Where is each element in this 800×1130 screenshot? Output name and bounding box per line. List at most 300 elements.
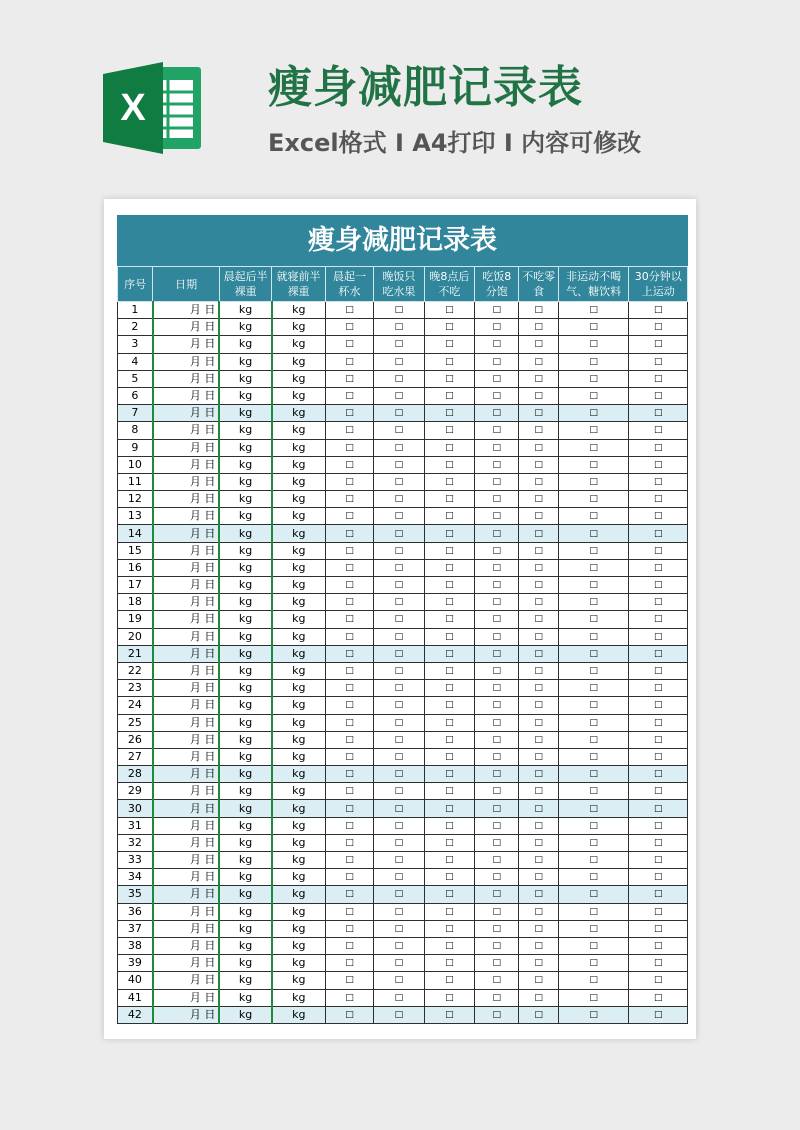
night-weight-cell[interactable]: kg (272, 800, 325, 817)
fruit-dinner-checkbox[interactable]: □ (374, 405, 424, 422)
exercise-checkbox[interactable]: □ (629, 491, 688, 508)
night-weight-cell[interactable]: kg (272, 748, 325, 765)
date-cell[interactable]: 月 日 (153, 955, 220, 972)
date-cell[interactable]: 月 日 (153, 387, 220, 404)
morning-water-checkbox[interactable]: □ (325, 387, 373, 404)
no-eat-after-8-checkbox[interactable]: □ (424, 336, 474, 353)
no-soda-checkbox[interactable]: □ (558, 800, 629, 817)
no-snacks-checkbox[interactable]: □ (519, 336, 558, 353)
morning-water-checkbox[interactable]: □ (325, 920, 373, 937)
eat-80-percent-checkbox[interactable]: □ (475, 989, 519, 1006)
fruit-dinner-checkbox[interactable]: □ (374, 817, 424, 834)
exercise-checkbox[interactable]: □ (629, 852, 688, 869)
morning-weight-cell[interactable]: kg (219, 319, 271, 336)
morning-weight-cell[interactable]: kg (219, 577, 271, 594)
morning-water-checkbox[interactable]: □ (325, 697, 373, 714)
exercise-checkbox[interactable]: □ (629, 577, 688, 594)
morning-weight-cell[interactable]: kg (219, 1006, 271, 1023)
morning-weight-cell[interactable]: kg (219, 370, 271, 387)
night-weight-cell[interactable]: kg (272, 559, 325, 576)
date-cell[interactable]: 月 日 (153, 903, 220, 920)
no-soda-checkbox[interactable]: □ (558, 748, 629, 765)
night-weight-cell[interactable]: kg (272, 628, 325, 645)
exercise-checkbox[interactable]: □ (629, 594, 688, 611)
no-snacks-checkbox[interactable]: □ (519, 559, 558, 576)
eat-80-percent-checkbox[interactable]: □ (475, 834, 519, 851)
no-soda-checkbox[interactable]: □ (558, 370, 629, 387)
no-soda-checkbox[interactable]: □ (558, 817, 629, 834)
fruit-dinner-checkbox[interactable]: □ (374, 525, 424, 542)
exercise-checkbox[interactable]: □ (629, 473, 688, 490)
night-weight-cell[interactable]: kg (272, 319, 325, 336)
eat-80-percent-checkbox[interactable]: □ (475, 783, 519, 800)
morning-water-checkbox[interactable]: □ (325, 611, 373, 628)
fruit-dinner-checkbox[interactable]: □ (374, 731, 424, 748)
no-soda-checkbox[interactable]: □ (558, 559, 629, 576)
no-soda-checkbox[interactable]: □ (558, 886, 629, 903)
no-soda-checkbox[interactable]: □ (558, 422, 629, 439)
morning-weight-cell[interactable]: kg (219, 680, 271, 697)
morning-weight-cell[interactable]: kg (219, 869, 271, 886)
morning-weight-cell[interactable]: kg (219, 852, 271, 869)
morning-water-checkbox[interactable]: □ (325, 680, 373, 697)
no-soda-checkbox[interactable]: □ (558, 989, 629, 1006)
eat-80-percent-checkbox[interactable]: □ (475, 422, 519, 439)
date-cell[interactable]: 月 日 (153, 491, 220, 508)
no-soda-checkbox[interactable]: □ (558, 353, 629, 370)
fruit-dinner-checkbox[interactable]: □ (374, 611, 424, 628)
no-soda-checkbox[interactable]: □ (558, 577, 629, 594)
date-cell[interactable]: 月 日 (153, 748, 220, 765)
date-cell[interactable]: 月 日 (153, 783, 220, 800)
no-snacks-checkbox[interactable]: □ (519, 714, 558, 731)
exercise-checkbox[interactable]: □ (629, 886, 688, 903)
morning-water-checkbox[interactable]: □ (325, 1006, 373, 1023)
night-weight-cell[interactable]: kg (272, 766, 325, 783)
eat-80-percent-checkbox[interactable]: □ (475, 852, 519, 869)
eat-80-percent-checkbox[interactable]: □ (475, 766, 519, 783)
night-weight-cell[interactable]: kg (272, 680, 325, 697)
date-cell[interactable]: 月 日 (153, 714, 220, 731)
morning-weight-cell[interactable]: kg (219, 439, 271, 456)
no-soda-checkbox[interactable]: □ (558, 611, 629, 628)
morning-weight-cell[interactable]: kg (219, 903, 271, 920)
fruit-dinner-checkbox[interactable]: □ (374, 319, 424, 336)
morning-water-checkbox[interactable]: □ (325, 748, 373, 765)
no-eat-after-8-checkbox[interactable]: □ (424, 611, 474, 628)
morning-weight-cell[interactable]: kg (219, 387, 271, 404)
eat-80-percent-checkbox[interactable]: □ (475, 645, 519, 662)
date-cell[interactable]: 月 日 (153, 886, 220, 903)
no-eat-after-8-checkbox[interactable]: □ (424, 748, 474, 765)
no-snacks-checkbox[interactable]: □ (519, 834, 558, 851)
fruit-dinner-checkbox[interactable]: □ (374, 559, 424, 576)
eat-80-percent-checkbox[interactable]: □ (475, 748, 519, 765)
no-eat-after-8-checkbox[interactable]: □ (424, 525, 474, 542)
no-snacks-checkbox[interactable]: □ (519, 645, 558, 662)
eat-80-percent-checkbox[interactable]: □ (475, 302, 519, 319)
no-snacks-checkbox[interactable]: □ (519, 955, 558, 972)
exercise-checkbox[interactable]: □ (629, 611, 688, 628)
date-cell[interactable]: 月 日 (153, 766, 220, 783)
morning-water-checkbox[interactable]: □ (325, 439, 373, 456)
morning-weight-cell[interactable]: kg (219, 886, 271, 903)
fruit-dinner-checkbox[interactable]: □ (374, 387, 424, 404)
night-weight-cell[interactable]: kg (272, 387, 325, 404)
no-eat-after-8-checkbox[interactable]: □ (424, 989, 474, 1006)
night-weight-cell[interactable]: kg (272, 697, 325, 714)
date-cell[interactable]: 月 日 (153, 989, 220, 1006)
night-weight-cell[interactable]: kg (272, 456, 325, 473)
eat-80-percent-checkbox[interactable]: □ (475, 714, 519, 731)
night-weight-cell[interactable]: kg (272, 594, 325, 611)
fruit-dinner-checkbox[interactable]: □ (374, 886, 424, 903)
no-snacks-checkbox[interactable]: □ (519, 920, 558, 937)
no-snacks-checkbox[interactable]: □ (519, 731, 558, 748)
no-soda-checkbox[interactable]: □ (558, 336, 629, 353)
morning-weight-cell[interactable]: kg (219, 456, 271, 473)
fruit-dinner-checkbox[interactable]: □ (374, 302, 424, 319)
fruit-dinner-checkbox[interactable]: □ (374, 577, 424, 594)
night-weight-cell[interactable]: kg (272, 937, 325, 954)
night-weight-cell[interactable]: kg (272, 422, 325, 439)
no-soda-checkbox[interactable]: □ (558, 920, 629, 937)
date-cell[interactable]: 月 日 (153, 302, 220, 319)
night-weight-cell[interactable]: kg (272, 577, 325, 594)
no-eat-after-8-checkbox[interactable]: □ (424, 353, 474, 370)
fruit-dinner-checkbox[interactable]: □ (374, 628, 424, 645)
no-eat-after-8-checkbox[interactable]: □ (424, 319, 474, 336)
night-weight-cell[interactable]: kg (272, 886, 325, 903)
no-snacks-checkbox[interactable]: □ (519, 869, 558, 886)
date-cell[interactable]: 月 日 (153, 937, 220, 954)
exercise-checkbox[interactable]: □ (629, 628, 688, 645)
eat-80-percent-checkbox[interactable]: □ (475, 577, 519, 594)
no-eat-after-8-checkbox[interactable]: □ (424, 456, 474, 473)
exercise-checkbox[interactable]: □ (629, 920, 688, 937)
fruit-dinner-checkbox[interactable]: □ (374, 989, 424, 1006)
no-eat-after-8-checkbox[interactable]: □ (424, 387, 474, 404)
morning-water-checkbox[interactable]: □ (325, 869, 373, 886)
night-weight-cell[interactable]: kg (272, 834, 325, 851)
fruit-dinner-checkbox[interactable]: □ (374, 456, 424, 473)
date-cell[interactable]: 月 日 (153, 439, 220, 456)
eat-80-percent-checkbox[interactable]: □ (475, 662, 519, 679)
date-cell[interactable]: 月 日 (153, 405, 220, 422)
date-cell[interactable]: 月 日 (153, 1006, 220, 1023)
morning-water-checkbox[interactable]: □ (325, 628, 373, 645)
exercise-checkbox[interactable]: □ (629, 422, 688, 439)
morning-water-checkbox[interactable]: □ (325, 903, 373, 920)
date-cell[interactable]: 月 日 (153, 852, 220, 869)
eat-80-percent-checkbox[interactable]: □ (475, 525, 519, 542)
no-soda-checkbox[interactable]: □ (558, 628, 629, 645)
fruit-dinner-checkbox[interactable]: □ (374, 473, 424, 490)
night-weight-cell[interactable]: kg (272, 525, 325, 542)
morning-water-checkbox[interactable]: □ (325, 834, 373, 851)
no-snacks-checkbox[interactable]: □ (519, 422, 558, 439)
morning-water-checkbox[interactable]: □ (325, 817, 373, 834)
no-eat-after-8-checkbox[interactable]: □ (424, 473, 474, 490)
fruit-dinner-checkbox[interactable]: □ (374, 662, 424, 679)
morning-water-checkbox[interactable]: □ (325, 766, 373, 783)
exercise-checkbox[interactable]: □ (629, 748, 688, 765)
date-cell[interactable]: 月 日 (153, 473, 220, 490)
no-snacks-checkbox[interactable]: □ (519, 886, 558, 903)
no-soda-checkbox[interactable]: □ (558, 783, 629, 800)
morning-water-checkbox[interactable]: □ (325, 542, 373, 559)
date-cell[interactable]: 月 日 (153, 662, 220, 679)
date-cell[interactable]: 月 日 (153, 680, 220, 697)
no-snacks-checkbox[interactable]: □ (519, 491, 558, 508)
exercise-checkbox[interactable]: □ (629, 697, 688, 714)
morning-weight-cell[interactable]: kg (219, 594, 271, 611)
morning-weight-cell[interactable]: kg (219, 508, 271, 525)
no-soda-checkbox[interactable]: □ (558, 473, 629, 490)
morning-weight-cell[interactable]: kg (219, 800, 271, 817)
no-eat-after-8-checkbox[interactable]: □ (424, 542, 474, 559)
no-eat-after-8-checkbox[interactable]: □ (424, 370, 474, 387)
no-eat-after-8-checkbox[interactable]: □ (424, 559, 474, 576)
fruit-dinner-checkbox[interactable]: □ (374, 491, 424, 508)
eat-80-percent-checkbox[interactable]: □ (475, 869, 519, 886)
no-soda-checkbox[interactable]: □ (558, 852, 629, 869)
no-snacks-checkbox[interactable]: □ (519, 628, 558, 645)
eat-80-percent-checkbox[interactable]: □ (475, 697, 519, 714)
morning-water-checkbox[interactable]: □ (325, 577, 373, 594)
no-eat-after-8-checkbox[interactable]: □ (424, 302, 474, 319)
no-snacks-checkbox[interactable]: □ (519, 577, 558, 594)
no-snacks-checkbox[interactable]: □ (519, 766, 558, 783)
exercise-checkbox[interactable]: □ (629, 645, 688, 662)
eat-80-percent-checkbox[interactable]: □ (475, 955, 519, 972)
no-soda-checkbox[interactable]: □ (558, 405, 629, 422)
no-soda-checkbox[interactable]: □ (558, 662, 629, 679)
exercise-checkbox[interactable]: □ (629, 405, 688, 422)
eat-80-percent-checkbox[interactable]: □ (475, 387, 519, 404)
no-snacks-checkbox[interactable]: □ (519, 800, 558, 817)
no-eat-after-8-checkbox[interactable]: □ (424, 955, 474, 972)
no-soda-checkbox[interactable]: □ (558, 766, 629, 783)
fruit-dinner-checkbox[interactable]: □ (374, 783, 424, 800)
no-eat-after-8-checkbox[interactable]: □ (424, 783, 474, 800)
morning-weight-cell[interactable]: kg (219, 336, 271, 353)
no-soda-checkbox[interactable]: □ (558, 594, 629, 611)
date-cell[interactable]: 月 日 (153, 645, 220, 662)
no-snacks-checkbox[interactable]: □ (519, 662, 558, 679)
morning-weight-cell[interactable]: kg (219, 989, 271, 1006)
night-weight-cell[interactable]: kg (272, 714, 325, 731)
night-weight-cell[interactable]: kg (272, 405, 325, 422)
date-cell[interactable]: 月 日 (153, 731, 220, 748)
no-eat-after-8-checkbox[interactable]: □ (424, 594, 474, 611)
eat-80-percent-checkbox[interactable]: □ (475, 370, 519, 387)
morning-weight-cell[interactable]: kg (219, 542, 271, 559)
fruit-dinner-checkbox[interactable]: □ (374, 697, 424, 714)
no-soda-checkbox[interactable]: □ (558, 525, 629, 542)
no-snacks-checkbox[interactable]: □ (519, 473, 558, 490)
no-snacks-checkbox[interactable]: □ (519, 611, 558, 628)
date-cell[interactable]: 月 日 (153, 834, 220, 851)
exercise-checkbox[interactable]: □ (629, 680, 688, 697)
exercise-checkbox[interactable]: □ (629, 302, 688, 319)
morning-water-checkbox[interactable]: □ (325, 852, 373, 869)
morning-water-checkbox[interactable]: □ (325, 302, 373, 319)
date-cell[interactable]: 月 日 (153, 353, 220, 370)
fruit-dinner-checkbox[interactable]: □ (374, 920, 424, 937)
eat-80-percent-checkbox[interactable]: □ (475, 628, 519, 645)
date-cell[interactable]: 月 日 (153, 336, 220, 353)
night-weight-cell[interactable]: kg (272, 903, 325, 920)
date-cell[interactable]: 月 日 (153, 800, 220, 817)
date-cell[interactable]: 月 日 (153, 422, 220, 439)
no-soda-checkbox[interactable]: □ (558, 491, 629, 508)
exercise-checkbox[interactable]: □ (629, 731, 688, 748)
no-eat-after-8-checkbox[interactable]: □ (424, 869, 474, 886)
exercise-checkbox[interactable]: □ (629, 817, 688, 834)
morning-weight-cell[interactable]: kg (219, 405, 271, 422)
night-weight-cell[interactable]: kg (272, 920, 325, 937)
exercise-checkbox[interactable]: □ (629, 508, 688, 525)
exercise-checkbox[interactable]: □ (629, 439, 688, 456)
night-weight-cell[interactable]: kg (272, 491, 325, 508)
no-snacks-checkbox[interactable]: □ (519, 989, 558, 1006)
fruit-dinner-checkbox[interactable]: □ (374, 439, 424, 456)
morning-water-checkbox[interactable]: □ (325, 594, 373, 611)
no-eat-after-8-checkbox[interactable]: □ (424, 731, 474, 748)
night-weight-cell[interactable]: kg (272, 869, 325, 886)
date-cell[interactable]: 月 日 (153, 817, 220, 834)
fruit-dinner-checkbox[interactable]: □ (374, 800, 424, 817)
night-weight-cell[interactable]: kg (272, 302, 325, 319)
no-snacks-checkbox[interactable]: □ (519, 302, 558, 319)
no-snacks-checkbox[interactable]: □ (519, 1006, 558, 1023)
exercise-checkbox[interactable]: □ (629, 869, 688, 886)
no-snacks-checkbox[interactable]: □ (519, 525, 558, 542)
no-soda-checkbox[interactable]: □ (558, 697, 629, 714)
no-snacks-checkbox[interactable]: □ (519, 370, 558, 387)
morning-water-checkbox[interactable]: □ (325, 473, 373, 490)
morning-water-checkbox[interactable]: □ (325, 989, 373, 1006)
eat-80-percent-checkbox[interactable]: □ (475, 439, 519, 456)
no-soda-checkbox[interactable]: □ (558, 439, 629, 456)
date-cell[interactable]: 月 日 (153, 370, 220, 387)
no-soda-checkbox[interactable]: □ (558, 387, 629, 404)
no-snacks-checkbox[interactable]: □ (519, 783, 558, 800)
exercise-checkbox[interactable]: □ (629, 662, 688, 679)
morning-weight-cell[interactable]: kg (219, 422, 271, 439)
night-weight-cell[interactable]: kg (272, 731, 325, 748)
night-weight-cell[interactable]: kg (272, 1006, 325, 1023)
no-eat-after-8-checkbox[interactable]: □ (424, 766, 474, 783)
morning-weight-cell[interactable]: kg (219, 697, 271, 714)
no-eat-after-8-checkbox[interactable]: □ (424, 645, 474, 662)
fruit-dinner-checkbox[interactable]: □ (374, 972, 424, 989)
fruit-dinner-checkbox[interactable]: □ (374, 852, 424, 869)
morning-water-checkbox[interactable]: □ (325, 370, 373, 387)
no-eat-after-8-checkbox[interactable]: □ (424, 937, 474, 954)
exercise-checkbox[interactable]: □ (629, 542, 688, 559)
no-soda-checkbox[interactable]: □ (558, 319, 629, 336)
eat-80-percent-checkbox[interactable]: □ (475, 1006, 519, 1023)
date-cell[interactable]: 月 日 (153, 697, 220, 714)
morning-water-checkbox[interactable]: □ (325, 972, 373, 989)
no-eat-after-8-checkbox[interactable]: □ (424, 491, 474, 508)
morning-weight-cell[interactable]: kg (219, 628, 271, 645)
exercise-checkbox[interactable]: □ (629, 955, 688, 972)
exercise-checkbox[interactable]: □ (629, 937, 688, 954)
date-cell[interactable]: 月 日 (153, 628, 220, 645)
night-weight-cell[interactable]: kg (272, 989, 325, 1006)
morning-weight-cell[interactable]: kg (219, 714, 271, 731)
no-soda-checkbox[interactable]: □ (558, 937, 629, 954)
exercise-checkbox[interactable]: □ (629, 319, 688, 336)
no-eat-after-8-checkbox[interactable]: □ (424, 852, 474, 869)
date-cell[interactable]: 月 日 (153, 508, 220, 525)
no-soda-checkbox[interactable]: □ (558, 714, 629, 731)
morning-water-checkbox[interactable]: □ (325, 336, 373, 353)
no-soda-checkbox[interactable]: □ (558, 834, 629, 851)
no-eat-after-8-checkbox[interactable]: □ (424, 405, 474, 422)
no-soda-checkbox[interactable]: □ (558, 869, 629, 886)
morning-weight-cell[interactable]: kg (219, 817, 271, 834)
date-cell[interactable]: 月 日 (153, 319, 220, 336)
morning-water-checkbox[interactable]: □ (325, 800, 373, 817)
no-eat-after-8-checkbox[interactable]: □ (424, 714, 474, 731)
fruit-dinner-checkbox[interactable]: □ (374, 748, 424, 765)
morning-weight-cell[interactable]: kg (219, 955, 271, 972)
night-weight-cell[interactable]: kg (272, 336, 325, 353)
no-snacks-checkbox[interactable]: □ (519, 748, 558, 765)
exercise-checkbox[interactable]: □ (629, 800, 688, 817)
exercise-checkbox[interactable]: □ (629, 353, 688, 370)
no-soda-checkbox[interactable]: □ (558, 955, 629, 972)
eat-80-percent-checkbox[interactable]: □ (475, 937, 519, 954)
night-weight-cell[interactable]: kg (272, 852, 325, 869)
fruit-dinner-checkbox[interactable]: □ (374, 714, 424, 731)
eat-80-percent-checkbox[interactable]: □ (475, 491, 519, 508)
fruit-dinner-checkbox[interactable]: □ (374, 594, 424, 611)
date-cell[interactable]: 月 日 (153, 611, 220, 628)
no-soda-checkbox[interactable]: □ (558, 903, 629, 920)
fruit-dinner-checkbox[interactable]: □ (374, 680, 424, 697)
morning-weight-cell[interactable]: kg (219, 748, 271, 765)
no-snacks-checkbox[interactable]: □ (519, 542, 558, 559)
fruit-dinner-checkbox[interactable]: □ (374, 645, 424, 662)
morning-water-checkbox[interactable]: □ (325, 405, 373, 422)
no-snacks-checkbox[interactable]: □ (519, 508, 558, 525)
eat-80-percent-checkbox[interactable]: □ (475, 920, 519, 937)
fruit-dinner-checkbox[interactable]: □ (374, 422, 424, 439)
date-cell[interactable]: 月 日 (153, 542, 220, 559)
no-soda-checkbox[interactable]: □ (558, 972, 629, 989)
night-weight-cell[interactable]: kg (272, 611, 325, 628)
fruit-dinner-checkbox[interactable]: □ (374, 353, 424, 370)
eat-80-percent-checkbox[interactable]: □ (475, 456, 519, 473)
no-eat-after-8-checkbox[interactable]: □ (424, 817, 474, 834)
no-snacks-checkbox[interactable]: □ (519, 937, 558, 954)
exercise-checkbox[interactable]: □ (629, 989, 688, 1006)
morning-weight-cell[interactable]: kg (219, 920, 271, 937)
night-weight-cell[interactable]: kg (272, 645, 325, 662)
morning-water-checkbox[interactable]: □ (325, 714, 373, 731)
no-eat-after-8-checkbox[interactable]: □ (424, 1006, 474, 1023)
fruit-dinner-checkbox[interactable]: □ (374, 903, 424, 920)
morning-water-checkbox[interactable]: □ (325, 886, 373, 903)
fruit-dinner-checkbox[interactable]: □ (374, 1006, 424, 1023)
fruit-dinner-checkbox[interactable]: □ (374, 508, 424, 525)
no-eat-after-8-checkbox[interactable]: □ (424, 577, 474, 594)
